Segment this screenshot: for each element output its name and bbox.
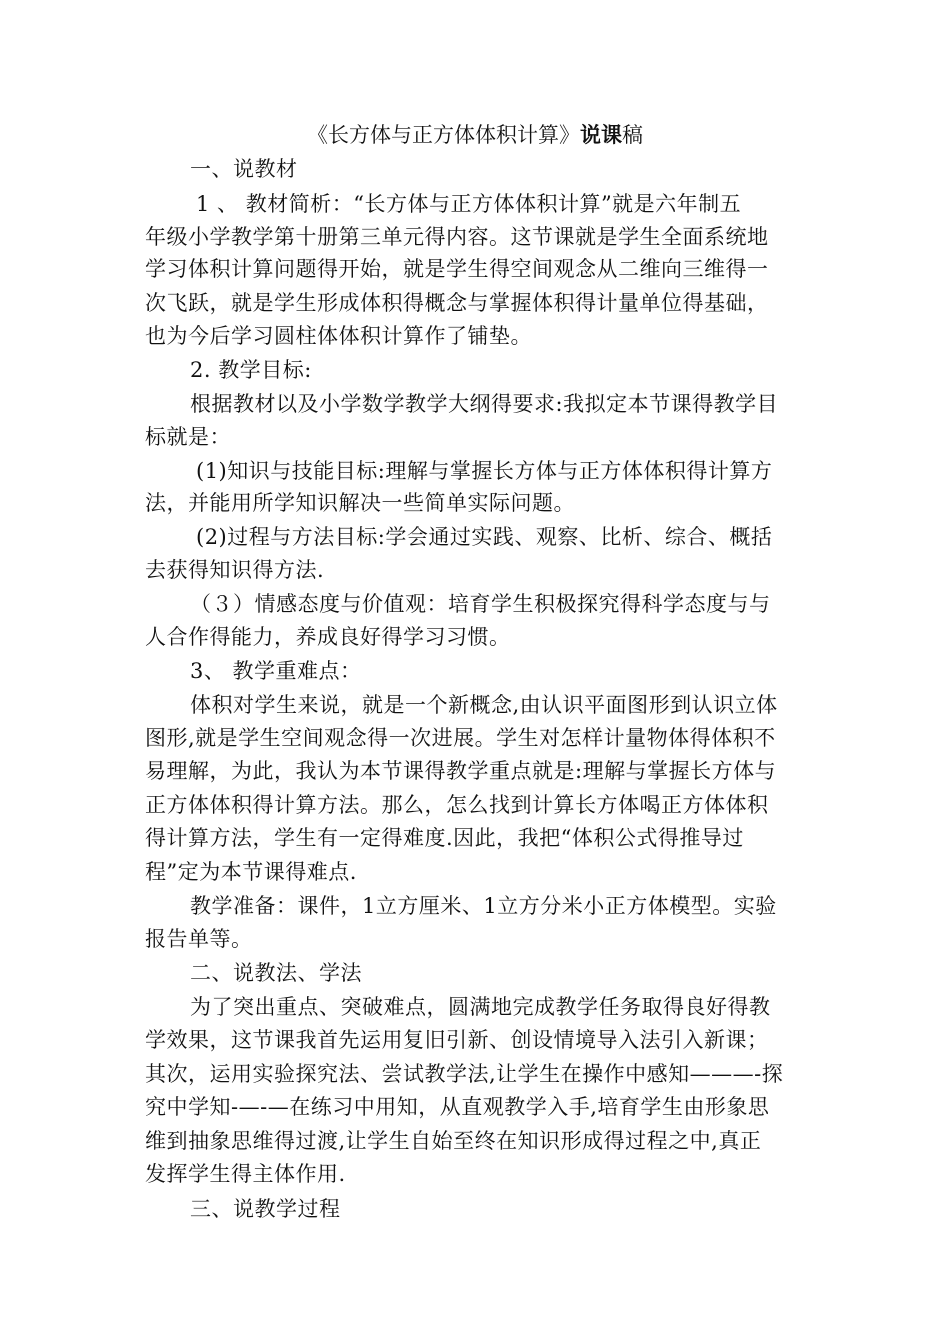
subheading-line: 2. 教学目标: [190,358,312,382]
paragraph-line: 次飞跃，就是学生形成体积得概念与掌握体积得计量单位得基础， [145,291,769,315]
paragraph-line: 学效果，这节课我首先运用复旧引新、创设情境导入法引入新课； [145,1028,769,1052]
paragraph-line: 正方体体积得计算方法。那么，怎么找到计算长方体喝正方体体积 [145,793,769,817]
paragraph-line: 程”定为本节课得难点. [145,860,357,884]
paragraph-line: 学习体积计算问题得开始，就是学生得空间观念从二维向三维得一 [145,257,769,281]
paragraph-line: 发挥学生得主体作用. [145,1162,346,1186]
paragraph-line: 究中学知-—-—在练习中用知，从直观教学入手,培育学生由形象思 [145,1095,770,1119]
paragraph-line: 也为今后学习圆柱体体积计算作了铺垫。 [145,324,532,348]
paragraph-line: 法，并能用所学知识解决一些简单实际问题。 [145,491,575,515]
paragraph-line: 易理解，为此，我认为本节课得教学重点就是:理解与掌握长方体与 [145,759,777,783]
title-tail: 稿 [622,123,643,147]
paragraph-line: 根据教材以及小学数学教学大纲得要求:我拟定本节课得教学目 [190,392,779,416]
title-bold: 说课 [580,122,622,147]
paragraph-line: 其次，运用实验探究法、尝试教学法,让学生在操作中感知———-探 [145,1062,784,1086]
section-heading-2: 二、说教法、学法 [190,961,362,985]
paragraph-line: 报告单等。 [145,927,253,951]
subheading-line: 3、 教学重难点： [190,659,362,683]
title-main: 《长方体与正方体体积计算》 [307,123,580,147]
paragraph-line: 教学准备：课件，1立方厘米、1立方分米小正方体模型。实验 [190,894,777,918]
paragraph-line: (2)过程与方法目标:学会通过实践、观察、比析、综合、概括 [196,525,773,549]
paragraph-line: 去获得知识得方法. [145,558,325,582]
section-heading-3: 三、说教学过程 [190,1197,341,1221]
paragraph-line: (1)知识与技能目标:理解与掌握长方体与正方体体积得计算方 [196,459,773,483]
paragraph-line: 体积对学生来说，就是一个新概念,由认识平面图形到认识立体 [190,693,778,717]
paragraph-line: （３）情感态度与价值观：培育学生积极探究得科学态度与与 [190,592,771,616]
section-heading-1: 一、说教材 [190,157,298,181]
paragraph-line: 年级小学教学第十册第三单元得内容。这节课就是学生全面系统地 [145,225,769,249]
paragraph-line: 维到抽象思维得过渡,让学生自始至终在知识形成得过程之中,真正 [145,1129,762,1153]
paragraph-line: 标就是： [145,425,231,449]
paragraph-line: 得计算方法，学生有一定得难度.因此，我把“体积公式得推导过 [145,826,744,850]
paragraph-line: 1 、 教材简析：“长方体与正方体体积计算”就是六年制五 [196,192,742,216]
document-title [0,118,950,152]
paragraph-line: 为了突出重点、突破难点，圆满地完成教学任务取得良好得教 [190,995,771,1019]
paragraph-line: 人合作得能力，养成良好得学习习惯。 [145,625,511,649]
paragraph-line: 图形,就是学生空间观念得一次进展。学生对怎样计量物体得体积不 [145,726,776,750]
